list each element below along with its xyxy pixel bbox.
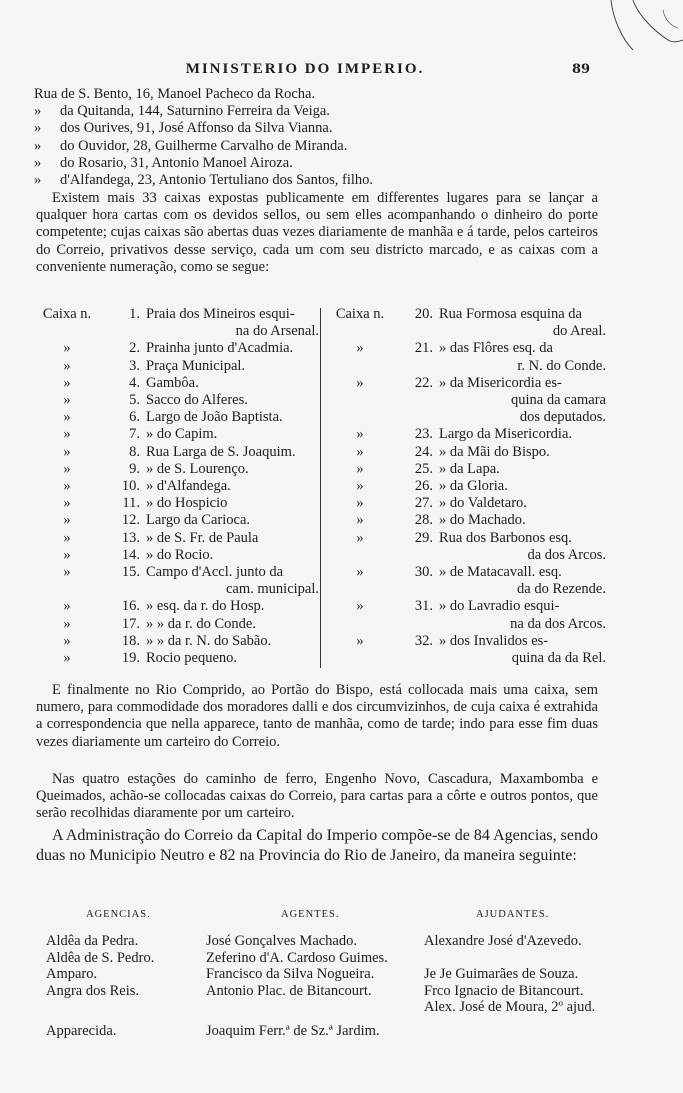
- mailbox-row: [36, 426, 319, 443]
- mailbox-location-line: Campo d'Accl. junto da: [146, 564, 284, 581]
- mailbox-row: [36, 392, 319, 409]
- address-text: Rua de S. Bento, 16, Manoel Pacheco da Rocha.: [34, 86, 316, 102]
- assistant-name: Frco Ignacio de Bitancourt.: [424, 982, 584, 999]
- mailbox-prefix: »: [356, 512, 364, 529]
- ditto-mark: »: [34, 137, 42, 154]
- mailbox-prefix: »: [63, 512, 71, 529]
- mailbox-location: [146, 633, 319, 650]
- mailbox-location-line: » de S. Lourenço.: [146, 460, 249, 477]
- mailbox-location-line: Rua Larga de S. Joaquim.: [146, 443, 296, 460]
- agent-name: Antonio Plac. de Bitancourt.: [206, 982, 372, 999]
- assistant-name: Je Je Guimarães de Souza.: [424, 966, 579, 982]
- mailbox-location-line: na da dos Arcos.: [510, 615, 606, 632]
- mailbox-prefix: »: [63, 443, 71, 460]
- mailbox-prefix: »: [63, 340, 71, 357]
- mailbox-location: [146, 426, 319, 443]
- header-agencias: AGENCIAS.: [86, 909, 151, 920]
- mailbox-prefix: »: [63, 374, 71, 391]
- mailbox-number: 5.: [129, 392, 140, 409]
- mailbox-prefix: »: [63, 529, 71, 546]
- mailbox-location-line: Gambôa.: [146, 374, 199, 391]
- agency-name: Amparo.: [46, 966, 98, 982]
- mailbox-number: 26.: [414, 478, 433, 495]
- mailbox-number: 27.: [414, 495, 433, 512]
- mailbox-location: [146, 564, 319, 598]
- mailbox-number: 9.: [129, 460, 140, 477]
- agent-name: Zeferino d'A. Cardoso Guimes.: [206, 949, 388, 966]
- mailbox-location: [439, 426, 606, 443]
- mailbox-location-line: » d'Alfandega.: [146, 478, 231, 495]
- page-number: 89: [572, 62, 591, 77]
- agency-name: Aldêa de S. Pedro.: [46, 949, 155, 966]
- ditto-mark: »: [34, 154, 42, 171]
- mailbox-location: [439, 461, 606, 478]
- mailbox-location-line: » da Lapa.: [439, 460, 500, 477]
- address-line: [34, 103, 634, 120]
- address-text: dos Ourives, 91, José Affonso da Silva Vianna.: [60, 120, 333, 137]
- mailbox-location: [439, 530, 606, 564]
- mailbox-row: [36, 633, 319, 650]
- mailbox-prefix: »: [63, 564, 71, 581]
- mailbox-row: [36, 616, 319, 633]
- address-list: [34, 86, 634, 189]
- agent-name: José Gonçalves Machado.: [206, 933, 357, 949]
- mailbox-prefix: Caixa n.: [335, 306, 385, 322]
- mailbox-prefix: »: [356, 495, 364, 512]
- mailbox-number: 31.: [414, 598, 433, 615]
- mailbox-prefix: »: [63, 546, 71, 563]
- mailbox-prefix: »: [63, 598, 71, 615]
- column-divider: [320, 308, 321, 668]
- agency-row: [46, 1023, 626, 1040]
- agency-row: [46, 950, 626, 967]
- mailbox-location-line: quina da da Rel.: [511, 650, 606, 667]
- agency-name: Aldêa da Pedra.: [46, 933, 139, 949]
- mailbox-location-line: » dos Invalidos es-: [439, 632, 549, 649]
- mailbox-location-line: Rua Formosa esquina da: [439, 306, 582, 322]
- mailbox-prefix: »: [63, 409, 71, 426]
- mailbox-location-line: » de S. Fr. de Paula: [146, 529, 259, 546]
- mailbox-number: 8.: [129, 443, 140, 460]
- mailbox-number: 25.: [414, 460, 433, 477]
- agency-name: Angra dos Reis.: [46, 982, 140, 999]
- mailbox-location-line: r. N. do Conde.: [517, 357, 606, 374]
- mailbox-location: [146, 461, 319, 478]
- address-text: da Quitanda, 144, Saturnino Ferreira da Veiga.: [60, 103, 330, 120]
- mailbox-row: [36, 461, 319, 478]
- mailbox-row: [329, 306, 606, 340]
- mailbox-row: [36, 306, 319, 340]
- mailbox-prefix: »: [63, 392, 71, 409]
- mailbox-row: [36, 564, 319, 598]
- mailbox-location-line: Sacco do Alferes.: [146, 392, 248, 409]
- mailbox-prefix: »: [356, 478, 364, 495]
- mailbox-location-line: Praça Municipal.: [146, 357, 246, 374]
- mailbox-location: [146, 478, 319, 495]
- mailbox-row: [36, 444, 319, 461]
- mailbox-number: 3.: [129, 357, 140, 374]
- mailbox-column-left: [36, 306, 319, 667]
- mailbox-location: [439, 633, 606, 667]
- mailbox-table: [36, 306, 606, 676]
- mailbox-location-line: » das Flôres esq. da: [439, 340, 553, 357]
- mailbox-prefix: »: [63, 615, 71, 632]
- mailbox-location-line: cam. municipal.: [225, 581, 319, 598]
- mailbox-row: [36, 530, 319, 547]
- mailbox-location-line: Largo de João Baptista.: [146, 409, 283, 426]
- mailbox-location: [439, 512, 606, 529]
- mailbox-location-line: Prainha junto d'Acadmia.: [146, 340, 294, 357]
- agency-row: [46, 966, 626, 983]
- mailbox-location: [146, 512, 319, 529]
- mailbox-location-line: Rocio pequeno.: [146, 650, 238, 667]
- mailbox-location-line: » da Mãi do Bispo.: [439, 443, 550, 460]
- mailbox-location-line: » do Hospicio: [146, 495, 228, 512]
- mailbox-location: [146, 547, 319, 564]
- mailbox-location: [146, 392, 319, 409]
- mailbox-location: [146, 306, 319, 340]
- mailbox-location-line: » do Valdetaro.: [439, 495, 527, 512]
- mailbox-location-line: da dos Arcos.: [527, 546, 606, 563]
- mailbox-location: [146, 616, 319, 633]
- address-line: [34, 86, 634, 103]
- mailbox-prefix: »: [356, 460, 364, 477]
- mailbox-prefix: Caixa n.: [42, 306, 92, 322]
- mailbox-location-line: » da Misericordia es-: [439, 374, 562, 391]
- mailbox-prefix: »: [356, 529, 364, 546]
- mailbox-row: [36, 375, 319, 392]
- address-line: [34, 172, 634, 189]
- mailbox-row: [36, 358, 319, 375]
- mailbox-location: [439, 598, 606, 632]
- mailbox-prefix: »: [356, 564, 364, 581]
- mailbox-location-line: » esq. da r. do Hosp.: [146, 598, 265, 615]
- agency-row: [46, 983, 626, 1023]
- mailbox-location-line: » » da r. do Conde.: [146, 615, 256, 632]
- mailbox-number: 22.: [414, 374, 433, 391]
- agencies-rows: [46, 933, 626, 1039]
- mailbox-number: 32.: [414, 632, 433, 649]
- mailbox-number: 21.: [414, 340, 433, 357]
- mailbox-row: [329, 375, 606, 427]
- mailbox-location: [439, 340, 606, 374]
- mailbox-location: [146, 444, 319, 461]
- mailbox-prefix: »: [356, 632, 364, 649]
- mailbox-row: [329, 340, 606, 374]
- mailbox-number: 23.: [414, 426, 433, 443]
- address-line: [34, 155, 634, 172]
- mailbox-location: [439, 564, 606, 598]
- mailbox-location-line: dos deputados.: [519, 409, 606, 426]
- agent-name: Joaquim Ferr.ª de Sz.ª Jardim.: [206, 1022, 380, 1039]
- mailbox-location-line: » do Rocio.: [146, 546, 214, 563]
- mailbox-location: [146, 598, 319, 615]
- mailbox-location: [439, 495, 606, 512]
- mailbox-number: 15.: [121, 564, 140, 581]
- mailbox-location-line: » do Machado.: [439, 512, 526, 529]
- mailbox-location-line: » do Lavradio esqui-: [439, 598, 560, 615]
- mailbox-row: [329, 598, 606, 632]
- mailbox-prefix: »: [63, 650, 71, 667]
- mailbox-number: 1.: [129, 306, 140, 322]
- mailbox-location-line: quina da camara: [510, 392, 606, 409]
- mailbox-prefix: »: [356, 426, 364, 443]
- mailbox-prefix: »: [63, 426, 71, 443]
- mailbox-row: [36, 340, 319, 357]
- mailbox-location: [146, 375, 319, 392]
- mailbox-row: [329, 478, 606, 495]
- mailbox-location: [146, 358, 319, 375]
- assistant-name-2: Alex. José de Moura, 2º ajud.: [424, 999, 596, 1015]
- mailbox-prefix: »: [356, 340, 364, 357]
- mailbox-number: 2.: [129, 340, 140, 357]
- mailbox-row: [329, 426, 606, 443]
- assistant-name: Alexandre José d'Azevedo.: [424, 933, 582, 949]
- address-text: d'Alfandega, 23, Antonio Tertuliano dos Santos, filho.: [60, 172, 374, 189]
- mailbox-location-line: Rua dos Barbonos esq.: [439, 529, 572, 546]
- address-line: [34, 138, 634, 155]
- header-agentes: AGENTES.: [281, 909, 340, 920]
- mailbox-number: 13.: [121, 529, 140, 546]
- mailbox-row: [36, 547, 319, 564]
- address-line: [34, 120, 634, 137]
- mailbox-prefix: »: [63, 495, 71, 512]
- mailbox-prefix: »: [63, 357, 71, 374]
- mailbox-number: 20.: [414, 306, 433, 322]
- agency-name: Apparecida.: [46, 1022, 117, 1039]
- mailbox-location-line: » do Capim.: [146, 426, 218, 443]
- mailbox-row: [329, 633, 606, 667]
- ditto-mark: »: [34, 120, 42, 137]
- mailbox-prefix: »: [63, 460, 71, 477]
- mailbox-row: [329, 461, 606, 478]
- address-text: do Rosario, 31, Antonio Manoel Airoza.: [60, 154, 293, 171]
- mailbox-row: [36, 495, 319, 512]
- mailbox-row: [36, 512, 319, 529]
- mailbox-location-line: » da Gloria.: [439, 478, 508, 495]
- paragraph-estacoes: Nas quatro estações do caminho de ferro, Engenho Novo, Cascadura, Maxambomba e Queimados, achão-se collocadas caixas do Correio, para cartas para a côrte e outros pontos, que serão recolhidas diaramente por um carteiro.: [36, 771, 598, 822]
- mailbox-row: [329, 530, 606, 564]
- mailbox-prefix: »: [356, 598, 364, 615]
- mailbox-number: 29.: [414, 529, 433, 546]
- mailbox-number: 12.: [121, 512, 140, 529]
- mailbox-location-line: na do Arsenal.: [235, 323, 319, 340]
- mailbox-number: 30.: [414, 564, 433, 581]
- mailbox-location: [146, 530, 319, 547]
- ditto-mark: »: [34, 103, 42, 120]
- corner-stain-mark: [603, 0, 683, 70]
- mailbox-number: 18.: [121, 632, 140, 649]
- agency-row: [46, 933, 626, 950]
- mailbox-number: 4.: [129, 374, 140, 391]
- mailbox-row: [36, 409, 319, 426]
- address-text: do Ouvidor, 28, Guilherme Carvalho de Miranda.: [60, 137, 348, 154]
- page-title: MINISTERIO DO IMPERIO.: [185, 61, 425, 77]
- mailbox-prefix: »: [63, 632, 71, 649]
- mailbox-location: [146, 340, 319, 357]
- mailbox-number: 11.: [122, 495, 140, 512]
- header-ajudantes: AJUDANTES.: [476, 909, 550, 920]
- mailbox-location-line: Largo da Misericordia.: [439, 426, 573, 443]
- paragraph-rio-comprido: E finalmente no Rio Comprido, ao Portão do Bispo, está collocada mais uma caixa, sem numero, para commodidade dos moradores dalli e dos circumvizinhos, de cuja caixa é extrahida a correspondencia que nella apparece, tanto de manhãa, como de tarde; indo para esse fim duas vezes diariamente um carteiro do Correio.: [36, 682, 598, 750]
- paragraph-administracao: A Administração do Correio da Capital do Imperio compõe-se de 84 Agencias, sendo duas no Municipio Neutro e 82 na Provincia do Rio de Janeiro, da maneira seguinte:: [36, 827, 598, 864]
- mailbox-number: 24.: [414, 443, 433, 460]
- mailbox-location: [146, 495, 319, 512]
- mailbox-row: [36, 598, 319, 615]
- mailbox-location: [439, 375, 606, 427]
- mailbox-row: [329, 444, 606, 461]
- mailbox-row: [329, 495, 606, 512]
- mailbox-location-line: » » da r. N. do Sabão.: [146, 632, 272, 649]
- mailbox-location-line: » de Matacavall. esq.: [439, 564, 562, 581]
- mailbox-location: [439, 306, 606, 340]
- mailbox-number: 10.: [121, 478, 140, 495]
- mailbox-prefix: »: [356, 374, 364, 391]
- mailbox-prefix: »: [356, 443, 364, 460]
- mailbox-number: 7.: [129, 426, 140, 443]
- mailbox-location: [146, 409, 319, 426]
- mailbox-location-line: Praia dos Mineiros esqui-: [146, 306, 295, 322]
- mailbox-number: 14.: [121, 546, 140, 563]
- mailbox-number: 17.: [121, 615, 140, 632]
- mailbox-number: 19.: [121, 650, 140, 667]
- mailbox-row: [329, 564, 606, 598]
- ditto-mark: »: [34, 172, 42, 189]
- mailbox-prefix: »: [63, 478, 71, 495]
- mailbox-row: [36, 478, 319, 495]
- mailbox-location-line: da do Rezende.: [517, 581, 606, 598]
- mailbox-number: 28.: [414, 512, 433, 529]
- mailbox-location: [439, 478, 606, 495]
- mailbox-row: [329, 512, 606, 529]
- agent-name: Francisco da Silva Nogueira.: [206, 966, 375, 982]
- mailbox-location: [439, 444, 606, 461]
- paragraph-caixas: Existem mais 33 caixas expostas publicamente em differentes lugares para se lançar a qualquer hora cartas com os devidos sellos, ou sem elles acompanhando o dinheiro do porte competente; cujas caixas são abertas duas vezes diariamente de manhãa e á tarde, pelos carteiros do Correio, privativos desse serviço, cada um com seu districto marcado, e as caixas com a conveniente numeração, como se segue:: [36, 190, 598, 275]
- mailbox-number: 16.: [121, 598, 140, 615]
- mailbox-column-right: [329, 306, 606, 667]
- mailbox-row: [36, 650, 319, 667]
- mailbox-location-line: do Areal.: [552, 323, 606, 340]
- mailbox-location-line: Largo da Carioca.: [146, 512, 251, 529]
- mailbox-number: 6.: [129, 409, 140, 426]
- page-header: [0, 61, 683, 81]
- mailbox-location: [146, 650, 319, 667]
